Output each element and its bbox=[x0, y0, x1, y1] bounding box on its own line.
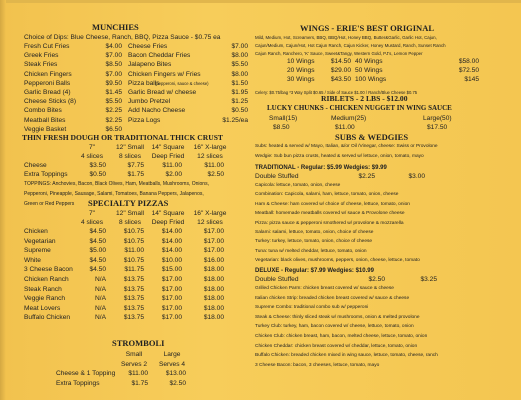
slices-header: 4 slices bbox=[81, 153, 103, 160]
sub-item: Turkey Club: turkey, ham, bacon covered w/ cheese, lettuce, tomato, onion bbox=[255, 324, 414, 330]
munchie-price: $5.50 bbox=[105, 98, 122, 106]
size-header: 16" X-large bbox=[193, 210, 227, 217]
pizza-price: $2.00 bbox=[165, 171, 182, 178]
munchie-name: Pizza balls bbox=[128, 79, 160, 87]
sub-item: Tuna: tuna w/ melted cheddar, lettuce, tomato, onion bbox=[255, 248, 367, 254]
pizza-price: $17.00 bbox=[203, 237, 224, 245]
stromboli-size: Large bbox=[163, 351, 181, 358]
subs-intro-2: Wedgie: Sub bun pizza crusts, heated & served w/ lettuce, onion, tomato, mayo bbox=[255, 154, 424, 159]
pizza-price: $10.75 bbox=[123, 256, 144, 264]
pizza-name: Supreme bbox=[24, 247, 51, 255]
double-stuffed-1: Double Stuffed bbox=[255, 173, 299, 180]
pizza-name: White bbox=[24, 256, 41, 264]
sub-item: Vegetarian: black olives, mushrooms, peppers, onion, cheese, lettuce, tomato bbox=[255, 258, 420, 264]
double-stuffed-1-price-b: $3.00 bbox=[408, 173, 425, 180]
munchie-name: Jalapeno Bites bbox=[128, 61, 172, 69]
munchie-price: $8.50 bbox=[105, 61, 122, 69]
sub-item: Meatball: homemade meatballs covered w/ sauce & Provolone cheese bbox=[255, 211, 405, 217]
sub-item: 3 Cheese Bacon: bacon, 3 cheeses, lettuce, tomato, mayo bbox=[255, 362, 380, 368]
pizza-price: $17.00 bbox=[161, 314, 182, 322]
munchie-price: $2.25 bbox=[105, 116, 122, 124]
pizza-price: $17.00 bbox=[203, 228, 224, 235]
pizza-name: Buffalo Chicken bbox=[24, 314, 71, 322]
sub-item: Steak & Cheese: thinly sliced steak w/ mushrooms, onion & melted provolone bbox=[255, 314, 420, 320]
pizza-price: $17.00 bbox=[161, 276, 182, 283]
pizza-price: $13.75 bbox=[123, 276, 144, 283]
paper-shadow-left bbox=[0, 0, 6, 400]
munchie-name: Meatball Bites bbox=[24, 116, 66, 124]
riblets-heading: RIBLETS - 2 LBS - $12.00 bbox=[321, 94, 408, 103]
stromboli-price: $2.50 bbox=[169, 380, 186, 387]
slices-header: 12 slices bbox=[197, 219, 223, 226]
size-header: 14" Square bbox=[151, 210, 185, 217]
pizza-price: $13.75 bbox=[123, 314, 144, 322]
chunk-size: Large(50) bbox=[423, 115, 452, 122]
pizza-price: $17.00 bbox=[161, 295, 182, 303]
munchie-price: $1.25/ea bbox=[222, 116, 248, 124]
wing-count: 10 Wings bbox=[287, 58, 315, 65]
pizza-price: $11.00 bbox=[162, 162, 182, 169]
wing-extras: Celery: $0.75/bag *3 Way Split $0.65 / Side of Sauce $1.00 / Ranch/Blue Cheese $0.75 bbox=[255, 90, 418, 95]
pizza-price: $17.00 bbox=[161, 304, 182, 312]
wing-price: $72.50 bbox=[458, 67, 479, 74]
munchie-price: $8.00 bbox=[231, 52, 248, 60]
pizza-price: $4.50 bbox=[89, 237, 106, 245]
pizza-price: $3.50 bbox=[89, 162, 106, 169]
size-header: 16" X-large bbox=[193, 144, 227, 151]
slices-header: 12 slices bbox=[197, 153, 223, 160]
munchie-price: $1.45 bbox=[105, 89, 122, 96]
munchie-name: Greek Fries bbox=[24, 52, 59, 60]
pizza-price: $11.75 bbox=[124, 266, 144, 274]
toppings-line-1: TOPPINGS: Anchovies, Bacon, Black Olives, Ham, Meatballs, Mushrooms, Onions, bbox=[24, 181, 209, 187]
stromboli-serves: Serves 2 bbox=[120, 361, 148, 368]
munchie-price: $9.50 bbox=[105, 79, 122, 87]
stromboli-price: $11.00 bbox=[128, 370, 148, 377]
pizza-name: Extra Toppings bbox=[24, 171, 68, 178]
pizza-price: $14.00 bbox=[161, 247, 182, 255]
munchie-name: Pizza Logs bbox=[128, 116, 161, 124]
pizza-price: $18.00 bbox=[203, 314, 224, 322]
chunk-size: Small(15) bbox=[269, 115, 298, 122]
munchie-price: $0.50 bbox=[231, 107, 248, 115]
slices-header: 8 slices bbox=[119, 219, 141, 226]
pizza-price: $2.50 bbox=[207, 171, 224, 178]
pizza-price: N/A bbox=[95, 295, 106, 303]
wing-flavors-3: Cajun Ranch, Ranchero, 'K' Sauce, Sweet&Tangy, Western Gold, PJ's, Lemon Pepper bbox=[255, 51, 423, 56]
pizza-name: Chicken Ranch bbox=[24, 276, 69, 283]
size-header: 12" Small bbox=[116, 144, 144, 151]
pizza-name: Veggie Ranch bbox=[24, 295, 66, 303]
specialty-heading: SPECIALTY PIZZAS bbox=[88, 198, 169, 208]
pizza-price: $18.00 bbox=[203, 266, 224, 274]
munchie-price: $7.00 bbox=[105, 70, 122, 78]
munchie-name: Jumbo Pretzel bbox=[128, 98, 171, 106]
sub-item: Pizza: pizza sauce & pepperoni smothered w/ provolone & mozzarella bbox=[255, 220, 404, 226]
double-stuffed-2-price-a: $2.50 bbox=[368, 276, 385, 283]
munchie-price: $7.00 bbox=[105, 52, 122, 60]
pizza-name: Vegetarian bbox=[24, 237, 56, 245]
munchie-name: Garlic Bread w/ cheese bbox=[128, 89, 197, 96]
pizza-price: $13.75 bbox=[123, 295, 144, 303]
size-header: 12" Small bbox=[116, 210, 144, 217]
pizza-price: $13.75 bbox=[123, 304, 144, 312]
pizza-name: Steak Ranch bbox=[24, 285, 62, 293]
munchie-name: Garlic Bread (4) bbox=[24, 89, 71, 96]
pizza-name: Chicken bbox=[24, 228, 48, 235]
pizza-price: N/A bbox=[95, 276, 106, 283]
munchie-name: Chicken Fingers bbox=[24, 70, 72, 78]
pizza-price: $17.00 bbox=[203, 247, 224, 255]
chunk-price: $8.50 bbox=[273, 124, 290, 131]
wing-price: $29.00 bbox=[330, 67, 351, 74]
munchie-name: Pepperoni Balls bbox=[24, 79, 71, 87]
subs-heading: SUBS & WEDGIES bbox=[335, 132, 409, 142]
pizza-name: Meat Lovers bbox=[24, 304, 61, 312]
stromboli-price: $1.75 bbox=[131, 380, 148, 387]
pizza-price: $16.00 bbox=[203, 256, 224, 264]
pizza-price: $18.00 bbox=[203, 304, 224, 312]
munchie-name: Combo Bites bbox=[24, 107, 62, 115]
size-header: 7" bbox=[88, 210, 95, 217]
munchie-name: Fresh Cut Fries bbox=[24, 43, 70, 50]
munchie-price: $6.50 bbox=[105, 125, 122, 133]
stromboli-heading: STROMBOLI bbox=[112, 338, 165, 348]
wing-count: 100 Wings bbox=[355, 76, 387, 83]
pizza-price: $1.75 bbox=[127, 171, 144, 178]
stromboli-serves: Serves 4 bbox=[158, 361, 186, 368]
munchie-price: $5.50 bbox=[231, 61, 248, 69]
munchie-name: Chicken Fingers w/ Fries bbox=[128, 70, 201, 78]
sub-item: Turkey: turkey, lettuce, tomato, onion, choice of cheese bbox=[255, 239, 373, 245]
pizza-price: $7.75 bbox=[127, 162, 144, 169]
munchie-name: Cheese Fries bbox=[128, 43, 168, 50]
stromboli-size: Small bbox=[125, 351, 143, 358]
pizza-price: $4.50 bbox=[89, 266, 106, 274]
double-stuffed-2-price-b: $3.25 bbox=[420, 276, 437, 283]
pizza-price: $17.00 bbox=[161, 285, 182, 293]
munchie-note: (pepperoni, sauce & cheese) bbox=[155, 81, 209, 87]
pizza-price: N/A bbox=[95, 285, 106, 293]
lucky-chunks-heading: LUCKY CHUNKS - CHICKEN NUGGET IN WING SAUCE bbox=[267, 104, 452, 112]
chunk-price: $11.00 bbox=[335, 124, 355, 131]
wing-price: $58.00 bbox=[458, 58, 479, 65]
double-stuffed-1-price-a: $2.25 bbox=[358, 173, 375, 180]
pizza-price: $18.00 bbox=[203, 276, 224, 283]
pizza-price: N/A bbox=[95, 304, 106, 312]
munchie-price: $4.00 bbox=[105, 43, 122, 50]
sub-item: Chicken Cheddar: chicken breast covered w/ cheddar, lettuce, tomato, onion bbox=[255, 343, 418, 349]
chunk-size: Medium(25) bbox=[331, 115, 367, 122]
pizza-price: $18.00 bbox=[203, 285, 224, 293]
toppings-line-3: Green or Red Peppers bbox=[24, 201, 75, 207]
pizza-price: $4.50 bbox=[89, 228, 106, 235]
pizza-name: Cheese bbox=[24, 162, 47, 169]
pizza-price: $10.75 bbox=[123, 237, 144, 245]
stromboli-name: Cheese & 1 Topping bbox=[56, 370, 116, 377]
pizza-price: $5.00 bbox=[89, 247, 106, 255]
munchie-price: $7.00 bbox=[231, 43, 248, 50]
size-header: 7" bbox=[88, 144, 95, 151]
pizza-price: $4.50 bbox=[89, 256, 106, 264]
slices-header: 4 slices bbox=[81, 219, 103, 226]
sub-item: Buffalo Chicken: breaded chicken mixed in wing sauce, lettuce, tomato, cheese, ranch bbox=[255, 353, 438, 359]
wing-price: $14.50 bbox=[330, 58, 351, 65]
slices-header: Deep Fried bbox=[151, 219, 185, 226]
pizza-price: $0.50 bbox=[89, 171, 106, 178]
stromboli-price: $13.00 bbox=[165, 370, 186, 377]
pizza-price: $10.75 bbox=[123, 228, 144, 235]
munchie-price: $1.95 bbox=[231, 89, 248, 96]
pizza-name: 3 Cheese Bacon bbox=[24, 266, 73, 274]
munchie-price: $2.25 bbox=[105, 107, 122, 115]
munchie-price: $1.50 bbox=[231, 79, 248, 87]
pizza-price: N/A bbox=[95, 314, 106, 322]
munchie-name: Add Nacho Cheese bbox=[128, 107, 186, 115]
pizza-price: $14.00 bbox=[161, 237, 182, 245]
slices-header: 8 slices bbox=[119, 153, 141, 160]
wings-heading: WINGS - ERIE'S BEST ORIGINAL bbox=[300, 23, 434, 33]
wing-count: 40 Wings bbox=[355, 58, 383, 65]
munchie-name: Steak Fries bbox=[24, 61, 58, 69]
sub-item: Italian chicken Strip: breaded chicken breast covered w/ sauce & cheese bbox=[255, 295, 410, 301]
toppings-line-2: Pepperoni, Pineapple, Sausage, Salami, Tomatoes, Banana Peppers, Jalapenos, bbox=[24, 191, 204, 197]
wing-count: 50 Wings bbox=[355, 67, 383, 74]
wing-flavors-2: Cajun/Medium, Cajun/Hot, Hot Cajun Ranch, Cajun Kicker, Honey Mustard, Ranch, Sunset Ranch bbox=[255, 43, 446, 48]
sub-item: Supreme Combo: traditional combo sub w/ pepperoni bbox=[255, 305, 369, 311]
munchie-name: Bacon Cheddar Fries bbox=[128, 52, 191, 60]
chunk-price: $17.50 bbox=[427, 124, 448, 131]
sub-item: Grilled Chicken Parm: chicken breast covered w/ sauce & cheese bbox=[255, 286, 394, 291]
munchie-price: $8.00 bbox=[231, 70, 248, 78]
dips-line: Choice of Dips: Blue Cheese, Ranch, BBQ, Pizza Sauce - $0.75 ea bbox=[24, 34, 221, 41]
size-header: 14" Square bbox=[151, 144, 185, 151]
sub-item: Combination: Capicola, salami, ham, lettuce, tomato, onion, cheese bbox=[255, 192, 399, 198]
sub-item: Chicken Club: chicken breast, ham, bacon, melted cheese, lettuce, tomato, onion bbox=[255, 334, 428, 339]
wing-flavors-1: Mild, Medium, Hot, Screamers, BBQ, BBQ/Hot, Honey BBQ, Butter&Garlic, Garlic Hot, Cajun, bbox=[255, 35, 437, 40]
traditional-heading: TRADITIONAL - Regular: $5.99 Wedgies: $9.99 bbox=[255, 165, 387, 171]
wing-price: $145 bbox=[464, 76, 479, 83]
thin-crust-heading: THIN FRESH DOUGH OR TRADITIONAL THICK CRUST bbox=[22, 133, 223, 142]
wing-count: 30 Wings bbox=[287, 76, 315, 83]
sub-item: Salami: salami, lettuce, tomato, onion, choice of cheese bbox=[255, 230, 374, 235]
munchie-name: Cheese Sticks (8) bbox=[24, 98, 77, 106]
pizza-price: $10.00 bbox=[161, 256, 182, 264]
deluxe-heading: DELUXE - Regular: $7.99 Wedgies: $10.99 bbox=[255, 268, 374, 274]
sub-item: Capicola: lettuce, tomato, onion, cheese bbox=[255, 183, 341, 188]
double-stuffed-2: Double Stuffed bbox=[255, 276, 299, 283]
pizza-price: $14.00 bbox=[161, 228, 182, 235]
pizza-price: $11.00 bbox=[204, 162, 224, 169]
pizza-price: $18.00 bbox=[203, 295, 224, 303]
munchie-price: $1.25 bbox=[231, 98, 248, 106]
stromboli-name: Extra Toppings bbox=[56, 380, 100, 387]
wing-price: $43.50 bbox=[330, 76, 351, 83]
pizza-price: $13.75 bbox=[123, 285, 144, 293]
wing-count: 20 Wings bbox=[287, 67, 315, 74]
munchies-heading: MUNCHIES bbox=[92, 22, 139, 32]
subs-intro-1: Subs: heated & served w/ Mayo, Italian, &/or Oil /Vinegar, cheese: Swiss or Provolone bbox=[255, 144, 438, 149]
sub-item: Ham & Cheese: ham covered w/ choice of cheese, lettuce, tomato, onion bbox=[255, 201, 410, 207]
paper-shadow-top bbox=[0, 0, 521, 3]
pizza-price: $15.00 bbox=[161, 266, 182, 274]
munchie-name: Veggie Basket bbox=[24, 125, 67, 133]
slices-header: Deep Fried bbox=[151, 153, 185, 160]
pizza-price: $11.00 bbox=[124, 247, 144, 255]
